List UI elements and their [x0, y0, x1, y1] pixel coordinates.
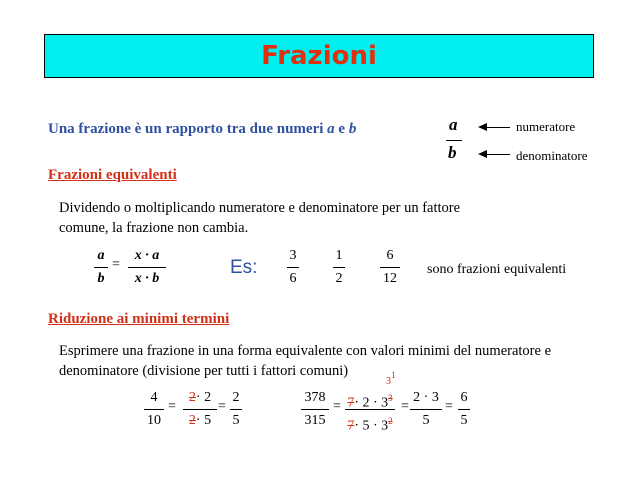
diagram-denominator: b: [448, 143, 457, 162]
reduction1-result-num: 2: [232, 390, 240, 405]
reduction2-orig-den: 315: [304, 413, 326, 428]
example-fraction-1: [273, 247, 313, 288]
equivalent-heading: Frazioni equivalenti: [48, 167, 177, 183]
reduction2-partial-den: 5: [422, 413, 430, 428]
reduction1-fraction-result: [216, 389, 256, 430]
reduction1-orig-num: 4: [150, 390, 158, 405]
reduction2-result-num: 6: [460, 390, 468, 405]
intro-text-mid: e: [334, 121, 349, 137]
page-title: Frazioni: [261, 41, 377, 71]
formula-right-fraction: [125, 247, 169, 288]
diagram-fraction-bar: [446, 140, 462, 141]
intro-sentence: [48, 121, 356, 138]
reduction-text: [59, 341, 551, 381]
intro-var-a: a: [327, 121, 335, 137]
reduction2-fraction-original: [295, 389, 335, 430]
reduction1-orig-den: 10: [147, 413, 161, 428]
formula-right-den: x · b: [134, 271, 160, 286]
example-fraction-3: [370, 247, 410, 288]
reduction2-equals-1: =: [333, 399, 341, 414]
example-1-den: 6: [289, 271, 297, 286]
title-banner: [44, 34, 594, 78]
reduction1-result-den: 5: [232, 413, 240, 428]
equivalent-text-line1: Dividendo o moltiplicando numeratore e denominatore per un fattore: [59, 200, 461, 216]
reduction1-cancel-num: 2: [188, 390, 196, 405]
reduction2-annotation-exp: 3: [386, 376, 391, 387]
reduction2-equals-2: =: [401, 399, 409, 414]
reduction2-factored-num: · 2 · 3: [354, 395, 389, 411]
example-label: Es:: [230, 257, 258, 278]
reduction2-orig-num: 378: [304, 390, 326, 405]
formula-right-num: x · a: [134, 248, 160, 263]
equivalent-text-line2: comune, la frazione non cambia.: [59, 220, 249, 236]
example-2-den: 2: [335, 271, 343, 286]
formula-equals: =: [112, 257, 120, 272]
equivalent-text: [59, 198, 460, 238]
reduction2-equals-3: =: [445, 399, 453, 414]
formula-left-num: a: [97, 248, 105, 263]
formula-left-den: b: [97, 271, 105, 286]
reduction2-num-exp: 3: [388, 393, 393, 403]
reduction-heading: Riduzione ai minimi termini: [48, 311, 230, 327]
denominator-label: denominatore: [516, 148, 588, 163]
diagram-numerator: a: [449, 115, 458, 134]
reduction2-annotation-num: 1: [391, 370, 396, 380]
reduction1-cancel-den: 2: [188, 413, 196, 428]
reduction1-factored-den: · 5: [195, 413, 212, 428]
numerator-arrow: [486, 127, 510, 128]
example-3-den: 12: [383, 271, 397, 286]
reduction1-equals-2: =: [218, 399, 226, 414]
numerator-label: numeratore: [516, 119, 576, 134]
reduction2-fraction-factored: [342, 389, 398, 434]
example-caption: sono frazioni equivalenti: [427, 262, 567, 277]
reduction1-equals-1: =: [168, 399, 176, 414]
reduction2-fraction-result: [444, 389, 484, 430]
reduction2-partial-num: 2 · 3: [413, 390, 439, 405]
intro-var-b: b: [348, 121, 357, 137]
reduction2-cancel-num: 7: [347, 395, 355, 411]
reduction2-den-exp: 2: [388, 416, 393, 426]
intro-text-before: Una frazione è un rapporto tra due numeri: [48, 121, 328, 137]
denominator-arrow: [486, 154, 510, 155]
example-3-num: 6: [386, 248, 394, 263]
reduction1-factored-num: · 2: [195, 390, 212, 405]
example-2-num: 1: [335, 248, 343, 263]
reduction-text-line2: denominatore (divisione per tutti i fattori comuni): [59, 363, 349, 379]
reduction-text-line1: Esprimere una frazione in una forma equivalente con valori minimi del numeratore e: [59, 343, 552, 359]
reduction2-fraction-partial: [406, 389, 446, 430]
reduction2-cancel-den: 7: [347, 418, 355, 434]
example-1-num: 3: [289, 248, 297, 263]
reduction2-factored-den: · 5 · 3: [354, 418, 389, 434]
example-fraction-2: [319, 247, 359, 288]
reduction2-result-den: 5: [460, 413, 468, 428]
